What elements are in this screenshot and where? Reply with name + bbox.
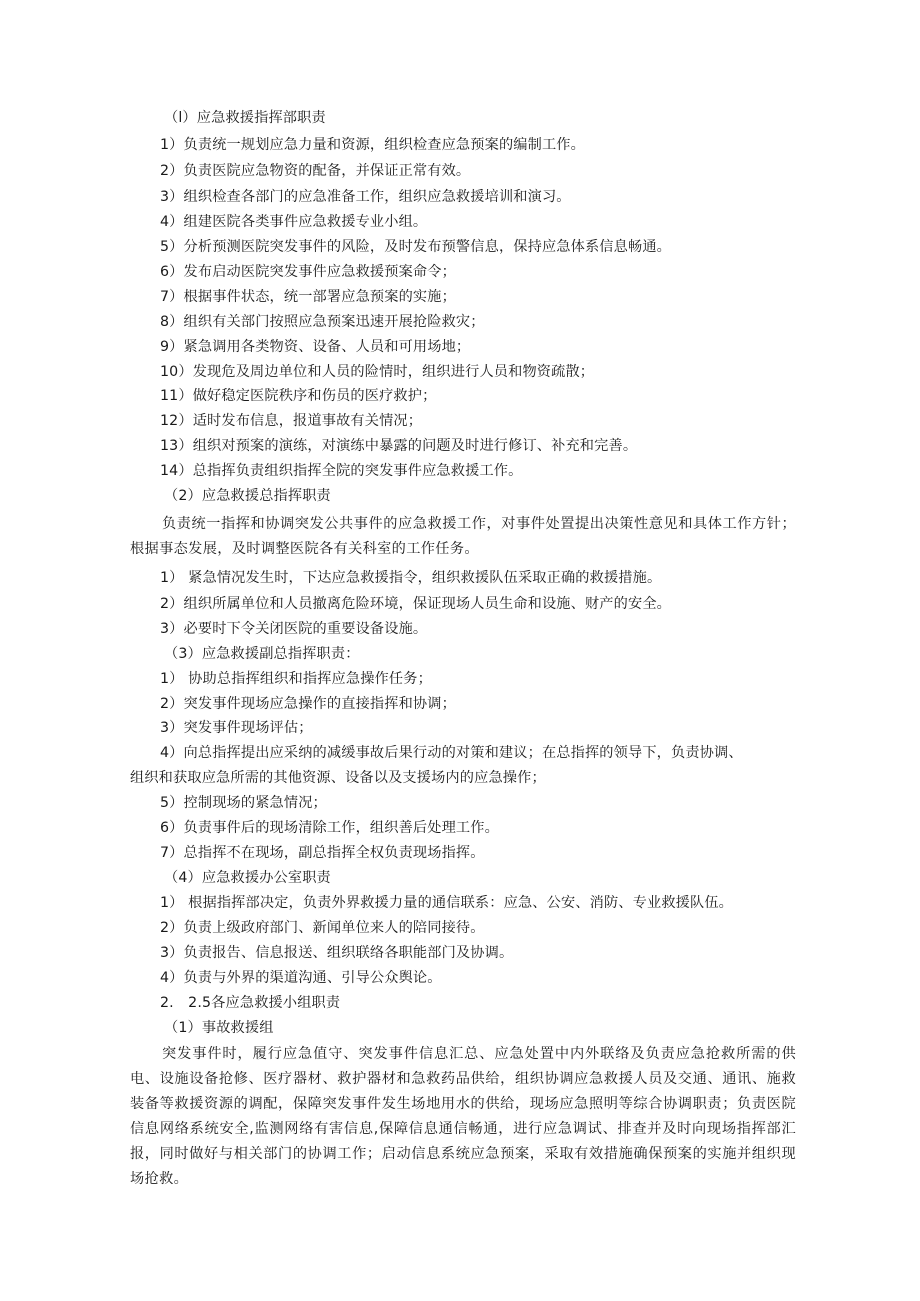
list-item: 1） 紧急情况发生时，下达应急救援指令，组织救援队伍采取正确的救援措施。: [160, 570, 662, 586]
list-item: 6）发布启动医院突发事件应急救援预案命令；: [160, 264, 456, 280]
list-item: 7）总指挥不在现场，副总指挥全权负责现场指挥。: [160, 845, 485, 861]
list-item: 8）组织有关部门按照应急预案迅速开展抢险救灾；: [160, 314, 485, 330]
list-item: 2）组织所属单位和人员撤离危险环境，保证现场人员生命和设施、财产的安全。: [160, 596, 671, 612]
list-item: 2）负责上级政府部门、新闻单位来人的陪同接待。: [160, 920, 485, 936]
list-item: 2）负责医院应急物资的配备，并保证正常有效。: [160, 163, 471, 179]
section-5-paragraph: 突发事件时，履行应急值守、突发事件信息汇总、应急处置中内外联络及负责应急抢救所需的供电、设施设备抢修、医疗器材、救护器材和急救药品供给，组织协调应急救援人员及交通、通讯、施救装备等救援资源的调配，保障突发事件发生场地用水的供给，现场应急照明等综合协调职责；负责医院信息网络系统安全,监测网络有害信息,保障信息通信畅通，进行应急调试、排查并及时向现场指挥部汇报，同时做好与相关部门的协调工作；启动信息系统应急预案，采取有效措施确保预案的实施并组织现场抢救。: [130, 1046, 796, 1187]
list-item: 1） 根据指挥部决定，负责外界救援力量的通信联系：应急、公安、消防、专业救援队伍。: [160, 895, 734, 911]
section-1-heading: （l）应急救援指挥部职责: [164, 110, 326, 126]
list-item: 2）突发事件现场应急操作的直接指挥和协调；: [160, 696, 456, 712]
list-item: 13）组织对预案的演练，对演练中暴露的问题及时进行修订、补充和完善。: [160, 438, 638, 454]
list-item: 1） 协助总指挥组织和指挥应急操作任务；: [160, 671, 432, 687]
list-item: 3）组织检查各部门的应急准备工作，组织应急救援培训和演习。: [160, 189, 571, 205]
section-5-heading: 2. 2.5各应急救援小组职责: [160, 995, 341, 1011]
list-item: 5）分析预测医院突发事件的风险，及时发布预警信息，保持应急体系信息畅通。: [160, 239, 671, 255]
section-3-heading: （3）应急救援副总指挥职责：: [164, 646, 360, 662]
list-item: 1）负责统一规划应急力量和资源，组织检查应急预案的编制工作。: [160, 137, 585, 153]
list-item: 4）向总指挥提出应采纳的减缓事故后果行动的对策和建议；在总指挥的领导下，负责协调、: [160, 745, 743, 761]
list-item: 3）必要时下令关闭医院的重要设备设施。: [160, 621, 428, 637]
list-item: 7）根据事件状态，统一部署应急预案的实施；: [160, 289, 456, 305]
list-item-continuation: 组织和获取应急所需的其他资源、设备以及支援场内的应急操作；: [130, 770, 546, 786]
list-item: 3）负责报告、信息报送、组织联络各职能部门及协调。: [160, 945, 514, 961]
list-item: 11）做好稳定医院秩序和伤员的医疗救护；: [160, 388, 437, 404]
list-item: 6）负责事件后的现场清除工作，组织善后处理工作。: [160, 820, 499, 836]
list-item: 3）突发事件现场评估；: [160, 720, 313, 736]
section-2-paragraph: 负责统一指挥和协调突发公共事件的应急救援工作，对事件处置提出决策性意见和具体工作方针；根据事态发展，及时调整医院各有关科室的工作任务。: [130, 516, 796, 557]
section-2-heading: （2）应急救援总指挥职责: [164, 488, 331, 504]
section-4-heading: （4）应急救援办公室职责: [164, 870, 331, 886]
list-item: 4）负责与外界的渠道沟通、引导公众舆论。: [160, 970, 442, 986]
list-item: 4）组建医院各类事件应急救援专业小组。: [160, 214, 428, 230]
list-item: 9）紧急调用各类物资、设备、人员和可用场地；: [160, 339, 471, 355]
list-item: 10）发现危及周边单位和人员的险情时，组织进行人员和物资疏散；: [160, 364, 595, 380]
list-item: 12）适时发布信息，报道事故有关情况；: [160, 413, 423, 429]
list-item: 5）控制现场的紧急情况；: [160, 795, 327, 811]
list-item: 14）总指挥负责组织指挥全院的突发事件应急救援工作。: [160, 463, 523, 479]
subsection-heading: （1）事故救援组: [164, 1020, 274, 1036]
